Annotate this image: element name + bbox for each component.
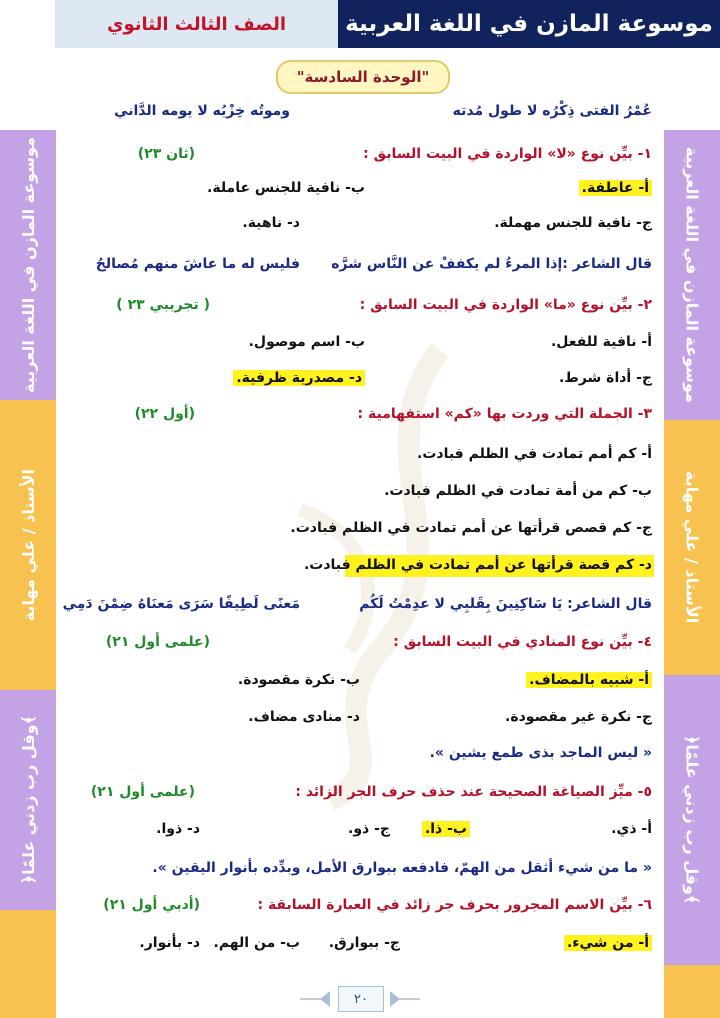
q2-option-b: ب- اسم موصول. <box>248 334 365 350</box>
q3-option-c: ج- كم قصص قرأتها عن أمم تمادت في الظلم فبادت. <box>290 520 652 536</box>
q2-option-d: د- مصدرية ظرفية. <box>233 370 365 386</box>
q4-option-c: ج- نكرة غير مقصودة. <box>505 709 652 725</box>
q5-tag: (علمى أول ٢١) <box>90 784 195 800</box>
q3-option-b: ب- كم من أمة تمادت في الظلم فبادت. <box>384 483 652 499</box>
q1-option-b: ب- نافية للجنس عاملة. <box>207 180 365 196</box>
q2-option-c: ج- أداة شرط. <box>558 370 652 386</box>
q6-tag: (أدبي أول ٢١) <box>103 897 200 913</box>
verse3-left: مَعنًى لَطِيفًا سَرَى مَعنَاهُ ضِمْنَ دَمِي <box>62 596 300 612</box>
unit-title: "الوحدة السادسة" <box>276 60 450 94</box>
left-band-top-text: موسوعة المازن في اللغة العربية <box>18 137 38 393</box>
q1-option-a: أ- عاطفة. <box>579 180 652 196</box>
right-band-bottom <box>664 675 720 965</box>
q4-stem: ٤- بيِّن نوع المنادي في البيت السابق : <box>393 634 652 650</box>
right-band-top <box>664 130 720 420</box>
q5-option-c: ج- ذو. <box>348 821 390 837</box>
q6-option-c: ج- ببوارق. <box>328 935 400 951</box>
verse2-left: فليس له ما عاشَ منهم مُصالحُ <box>95 256 300 272</box>
q6-option-b: ب- من الهم. <box>213 935 300 951</box>
q4-option-b: ب- نكرة مقصودة. <box>237 672 360 688</box>
left-band-top <box>0 130 56 400</box>
grade-label: الصف الثالث الثانوي <box>55 0 338 48</box>
q4-option-d: د- منادى مضاف. <box>248 709 360 725</box>
verse1-right: عُمْرُ الفتى ذِكْرُه لا طول مُدته <box>452 103 652 119</box>
right-band-middle <box>664 420 720 675</box>
left-band-middle <box>0 400 56 690</box>
page-number: ٢٠ <box>338 986 384 1012</box>
page-title: موسوعة المازن في اللغة العربية <box>338 0 720 48</box>
quote1: « ليس الماجد بذى طمع يشين ». <box>429 745 652 761</box>
q5-option-a: أ- ذي. <box>611 821 652 837</box>
left-band-bottom <box>0 690 56 910</box>
q5-option-d: د- ذوا. <box>156 821 200 837</box>
q3-tag: (أول ٢٢) <box>134 406 195 422</box>
q1-option-c: ج- نافية للجنس مهملة. <box>494 215 652 231</box>
q1-option-d: د- ناهية. <box>242 215 300 231</box>
q1-stem: ١- بيِّن نوع «لا» الواردة في البيت السابق : <box>363 146 652 162</box>
q3-stem: ٣- الجملة التي وردت بها «كم» استفهامية : <box>357 406 652 422</box>
right-band-top-text: موسوعة المازن في اللغة العربية <box>682 147 702 403</box>
q5-option-b: ب- ذا. <box>422 821 470 837</box>
verse3-right: قال الشاعر: يَا سَاكِنِينَ بِقَلبِي لا عدِمْتُ لَكُم <box>359 596 652 612</box>
q2-stem: ٢- بيِّن نوع «ما» الواردة في البيت السابق : <box>359 297 652 313</box>
q6-option-d: د- بأنوار. <box>139 935 200 951</box>
verse1-left: وموتُه خِزْيُه لا يومه الدَّاني <box>114 103 290 119</box>
q3-option-d: د- كم قصة قرأتها عن أمم تمادت في الظلم فبادت. <box>303 557 652 573</box>
left-band-bottom-text: ﴿وقل رب زدني علمًا﴾ <box>18 715 38 885</box>
q6-stem: ٦- بيِّن الاسم المجرور بحرف جر زائد في العبارة السابقة : <box>257 897 652 913</box>
q4-option-a: أ- شبيه بالمضاف. <box>526 672 652 688</box>
q6-option-a: أ- من شيء. <box>564 935 652 951</box>
q1-tag: (ثان ٢٣) <box>137 146 195 162</box>
left-band-middle-text: الأستاذ / علي مهابة <box>18 468 38 622</box>
quote2: « ما من شيء أثقل من الهمّ، فادفعه ببوارق الأمل، وبدِّده بأنوار اليقين ». <box>152 860 652 876</box>
left-band-foot <box>0 910 56 1018</box>
q2-option-a: أ- نافية للفعل. <box>550 334 652 350</box>
q3-option-a: أ- كم أمم تمادت في الظلم فبادت. <box>417 446 652 462</box>
q5-stem: ٥- ميِّز الصياغة الصحيحة عند حذف حرف الجر الزائد : <box>295 784 652 800</box>
right-band-middle-text: الأستاذ / علي مهابة <box>682 471 702 624</box>
q4-tag: (علمى أول ٢١) <box>105 634 210 650</box>
verse2-right: قال الشاعر :إذا المرءُ لم يكففْ عن النَّاس شرَّه <box>331 256 652 272</box>
right-band-bottom-text: ﴿وقل رب زدني علمًا﴾ <box>682 735 702 905</box>
right-band-foot <box>664 965 720 1018</box>
q2-tag: ( تجريبي ٢٣ ) <box>116 297 210 313</box>
